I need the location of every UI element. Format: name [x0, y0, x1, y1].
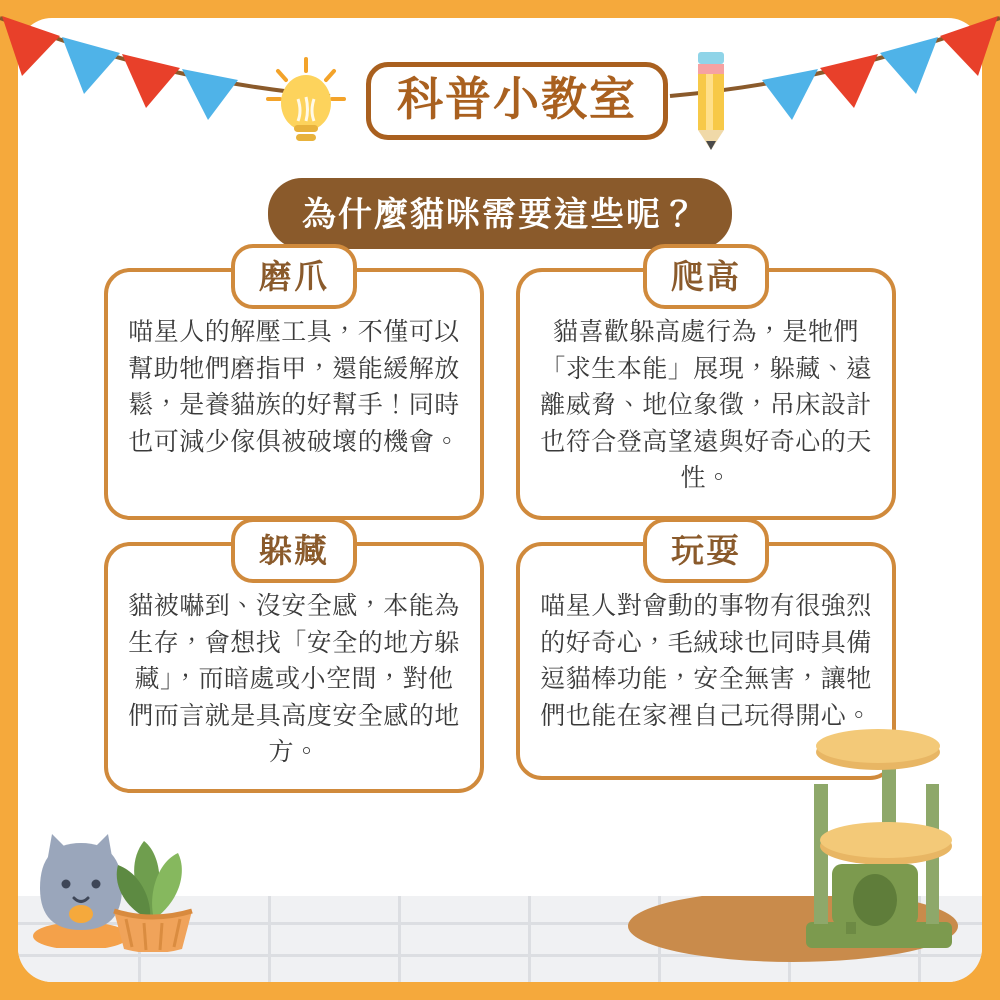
info-card-text: 貓喜歡躲高處行為，是牠們「求生本能」展現，躲藏、遠離威脅、地位象徵，吊床設計也符合登高望遠與好奇心的天性。: [540, 318, 872, 492]
info-card-climbing: [516, 258, 896, 520]
info-card-text: 貓被嚇到、沒安全感，本能為生存，會想找「安全的地方躲藏」，而暗處或小空間，對他們而言就是具高度安全感的地方。: [128, 592, 460, 766]
pencil-icon: [682, 46, 740, 156]
info-card-grid: [104, 258, 896, 793]
info-card-label: [231, 244, 357, 309]
info-card-scratching: [104, 258, 484, 520]
info-card-label-text: 爬高: [671, 258, 741, 295]
lightbulb-icon: [260, 53, 352, 149]
info-card-label: [643, 518, 769, 583]
page-title-text: 科普小教室: [397, 72, 637, 125]
info-card-text: 喵星人的解壓工具，不僅可以幫助牠們磨指甲，還能緩解放鬆，是養貓族的好幫手！同時也可減少傢俱被破壞的機會。: [128, 318, 460, 456]
info-card-label-text: 躲藏: [259, 532, 329, 569]
floor-line: [268, 896, 271, 982]
header: [0, 52, 1000, 150]
info-card-label-text: 磨爪: [259, 258, 329, 295]
info-card-text: 喵星人對會動的事物有很強烈的好奇心，毛絨球也同時具備逗貓棒功能，安全無害，讓牠們也能在家裡自己玩得開心。: [540, 592, 872, 730]
info-card-label-text: 玩耍: [671, 532, 741, 569]
page-subtitle: [268, 178, 732, 249]
cat-tree-illustration: [786, 714, 966, 954]
page-subtitle-text: 為什麼貓咪需要這些呢？: [302, 196, 698, 234]
floor-line: [398, 896, 401, 982]
info-card-label: [231, 518, 357, 583]
info-card-hiding: [104, 532, 484, 793]
potted-plant-illustration: [92, 807, 212, 952]
page-title: [366, 62, 668, 141]
floor-line: [528, 896, 531, 982]
info-card-label: [643, 244, 769, 309]
